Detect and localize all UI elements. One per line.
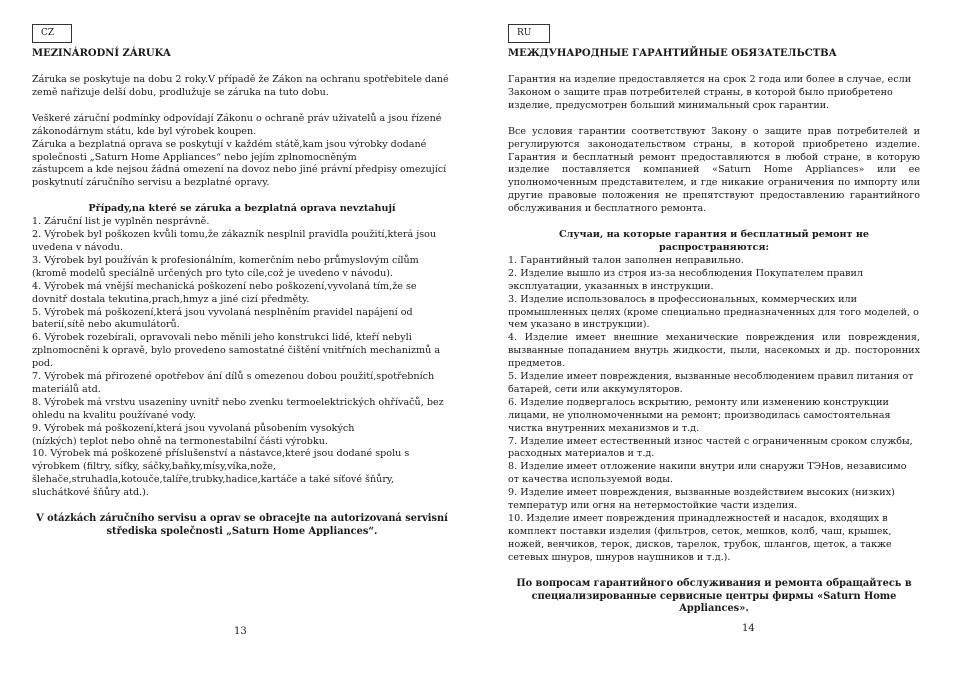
list-item: 2. Изделие вышло из строя из-за несоблюдения Покупателем правил эксплуатации, указанных в инструкции. (508, 267, 863, 292)
list-item: 8. Výrobek má vrstvu usazeniny uvnitř nebo zvenku termoelektrických ohřívačů, bez ohledu na kvalitu používané vody. (32, 396, 444, 421)
language-label-box: RU (508, 24, 550, 43)
paragraph-warranty-term: Гарантия на изделие предоставляется на срок 2 года или более в случае, если Законом о защите прав потребителей страны, в которой было приобретено изделие, предусмотрен больший минимальный срок гарантии. (508, 74, 912, 111)
list-item: 10. Изделие имеет повреждения принадлежностей и насадок, входящих в комплект поставки изделия (фильтров, сеток, мешков, колб, чаш, крышек, ножей, венчиков, терок, дисков, тарелок, трубок, шлангов, щеток, а также сетевых шнуров, шнуров наушников и т.д.). (508, 513, 892, 563)
list-item: 3. Изделие использовалось в профессиональных, коммерческих или промышленных целях (кроме специально предназначенных для того моделей, о чем указано в инструкции). (508, 293, 919, 331)
page-title: MEZINÁRODNÍ ZÁRUKA (32, 48, 171, 59)
list-item: 3. Výrobek byl používán k profesionálním, komerčním nebo průmyslovým cílům (kromě modelů speciálně určených pro tyto cíle,což je uvedeno v návodu). (32, 254, 419, 279)
list-item: 1. Гарантийный талон заполнен неправильно. (508, 254, 744, 266)
warranty-body (508, 74, 920, 629)
page-title: МЕЖДУНАРОДНЫЕ ГАРАНТИЙНЫЕ ОБЯЗАТЕЛЬСТВА (508, 48, 837, 59)
paragraph-warranty-conditions: Veškeré záruční podmínky odpovídají Zákonu o ochraně práv uživatelů a jsou řízené zákonodárnym státu, kde byl výrobek koupen. Záruka a bezplatná oprava se poskytují v každém státě,kam jsou výrobky dodané společnosti „Saturn Home Appliances“ nebo jejím zplnomocněným zástupcem a kde nejsou žádná omezení na dovoz nebo jiné právní předpisy omezující poskytnutí záručního servisu a bezplatné opravy. (32, 112, 447, 189)
list-item: 10. Výrobek má poškozené příslušenství a nástavce,které jsou dodané spolu s výrobkem (filtry, síťky, sáčky,baňky,mísy,víka,nože, šlehače,struhadla,kotouče,talíře,trubky,hadice,kartáče a také síťové šňůry, sluchátkové šňůry atd.). (32, 448, 410, 499)
list-item: 6. Изделие подвергалось вскрытию, ремонту или изменению конструкции лицами, не уполномоченными на ремонт; производилась самостоятельная чистка внутренних механизмов и т.д. (508, 396, 891, 434)
page-number: 14 (742, 623, 755, 634)
list-item: 2. Výrobek byl poškozen kvůli tomu,že zákazník nesplnil pravidla použití,která jsou uvedena v návodu. (32, 229, 437, 253)
paragraph-warranty-conditions: Все условия гарантии соответствуют Закону о защите прав потребителей и регулируются законодательством страны, в которой приобретено изделие. Гарантия и бесплатный ремонт предоставляются в любой стране, в которую изделие поставляется компанией «Saturn Home Appliances» или ее уполномоченным представителем, и где никакие ограничения по импорту или другие правовые положения не препятствуют предоставлению гарантийного обслуживания и бесплатного ремонта. (508, 125, 920, 215)
exclusions-heading: Případy,na které se záruka a bezplatná oprava nevztahují (88, 203, 396, 215)
exclusions-list (508, 255, 920, 565)
exclusions-heading: Случаи, на которые гарантия и бесплатный ремонт не распространяются: (559, 229, 869, 253)
list-item: 8. Изделие имеет отложение накипи внутри или снаружи ТЭНов, независимо от качества используемой воды. (508, 461, 907, 486)
list-item: 4. Изделие имеет внешние механические повреждения или повреждения, вызванные попаданием внутрь жидкости, пыли, насекомых и др. посторонних предметов. (508, 332, 920, 370)
list-item: 4. Výrobek má vnější mechanická poškození nebo poškození,vyvolaná tím,že se dovnitř dostala tekutina,prach,hmyz a jiné cizí předměty. (32, 280, 417, 305)
warranty-body (32, 74, 452, 552)
list-item: 7. Výrobek má přirozené opotřebov ání dílů s omezenou dobou použití,spotřebních materiálů atd. (32, 371, 435, 395)
list-item: 6. Výrobek rozebírali, opravovali nebo měnili jeho konstrukci lidé, kteří nebyli zplnomocněni k opravě, bylo provedeno samostatné čištění vnitřních mechanizmů a pod. (32, 332, 441, 370)
list-item: 5. Výrobek má poškození,která jsou vyvolaná nesplněním pravidel napájení od baterií,sítě nebo akumulátorů. (32, 306, 413, 331)
list-item: 1. Záruční list je vyplněn nesprávně. (32, 216, 210, 228)
page-number: 13 (234, 626, 247, 637)
list-item: 7. Изделие имеет естественный износ частей с ограниченным сроком службы, расходных материалов и т.д. (508, 435, 913, 460)
exclusions-list (32, 216, 452, 500)
service-contact-note: По вопросам гарантийного обслуживания и ремонта обращайтесь в специализированные сервисные центры фирмы «Saturn Home Appliances». (516, 577, 912, 615)
service-contact-note: V otázkách záručního servisu a oprav se obracejte na autorizovaná servisní střediska společnosti „Saturn Home Appliances“. (36, 513, 448, 537)
language-label-box: CZ (32, 24, 72, 43)
list-item: 9. Výrobek má poškození,která jsou vyvolaná působením vysokých (nízkých) teplot nebo ohně na termonestabilní části výrobku. (32, 422, 355, 447)
list-item: 5. Изделие имеет повреждения, вызванные несоблюдением правил питания от батарей, сети или аккумуляторов. (508, 371, 914, 395)
paragraph-warranty-term: Záruka se poskytuje na dobu 2 roky.V případě že Zákon na ochranu spotřebitele dané země nařizuje delší dobu, prodlužuje se záruka na tuto dobu. (32, 74, 449, 98)
list-item: 9. Изделие имеет повреждения, вызванные воздействием высоких (низких) температур или огня на нетермостойкие части изделия. (508, 487, 895, 512)
